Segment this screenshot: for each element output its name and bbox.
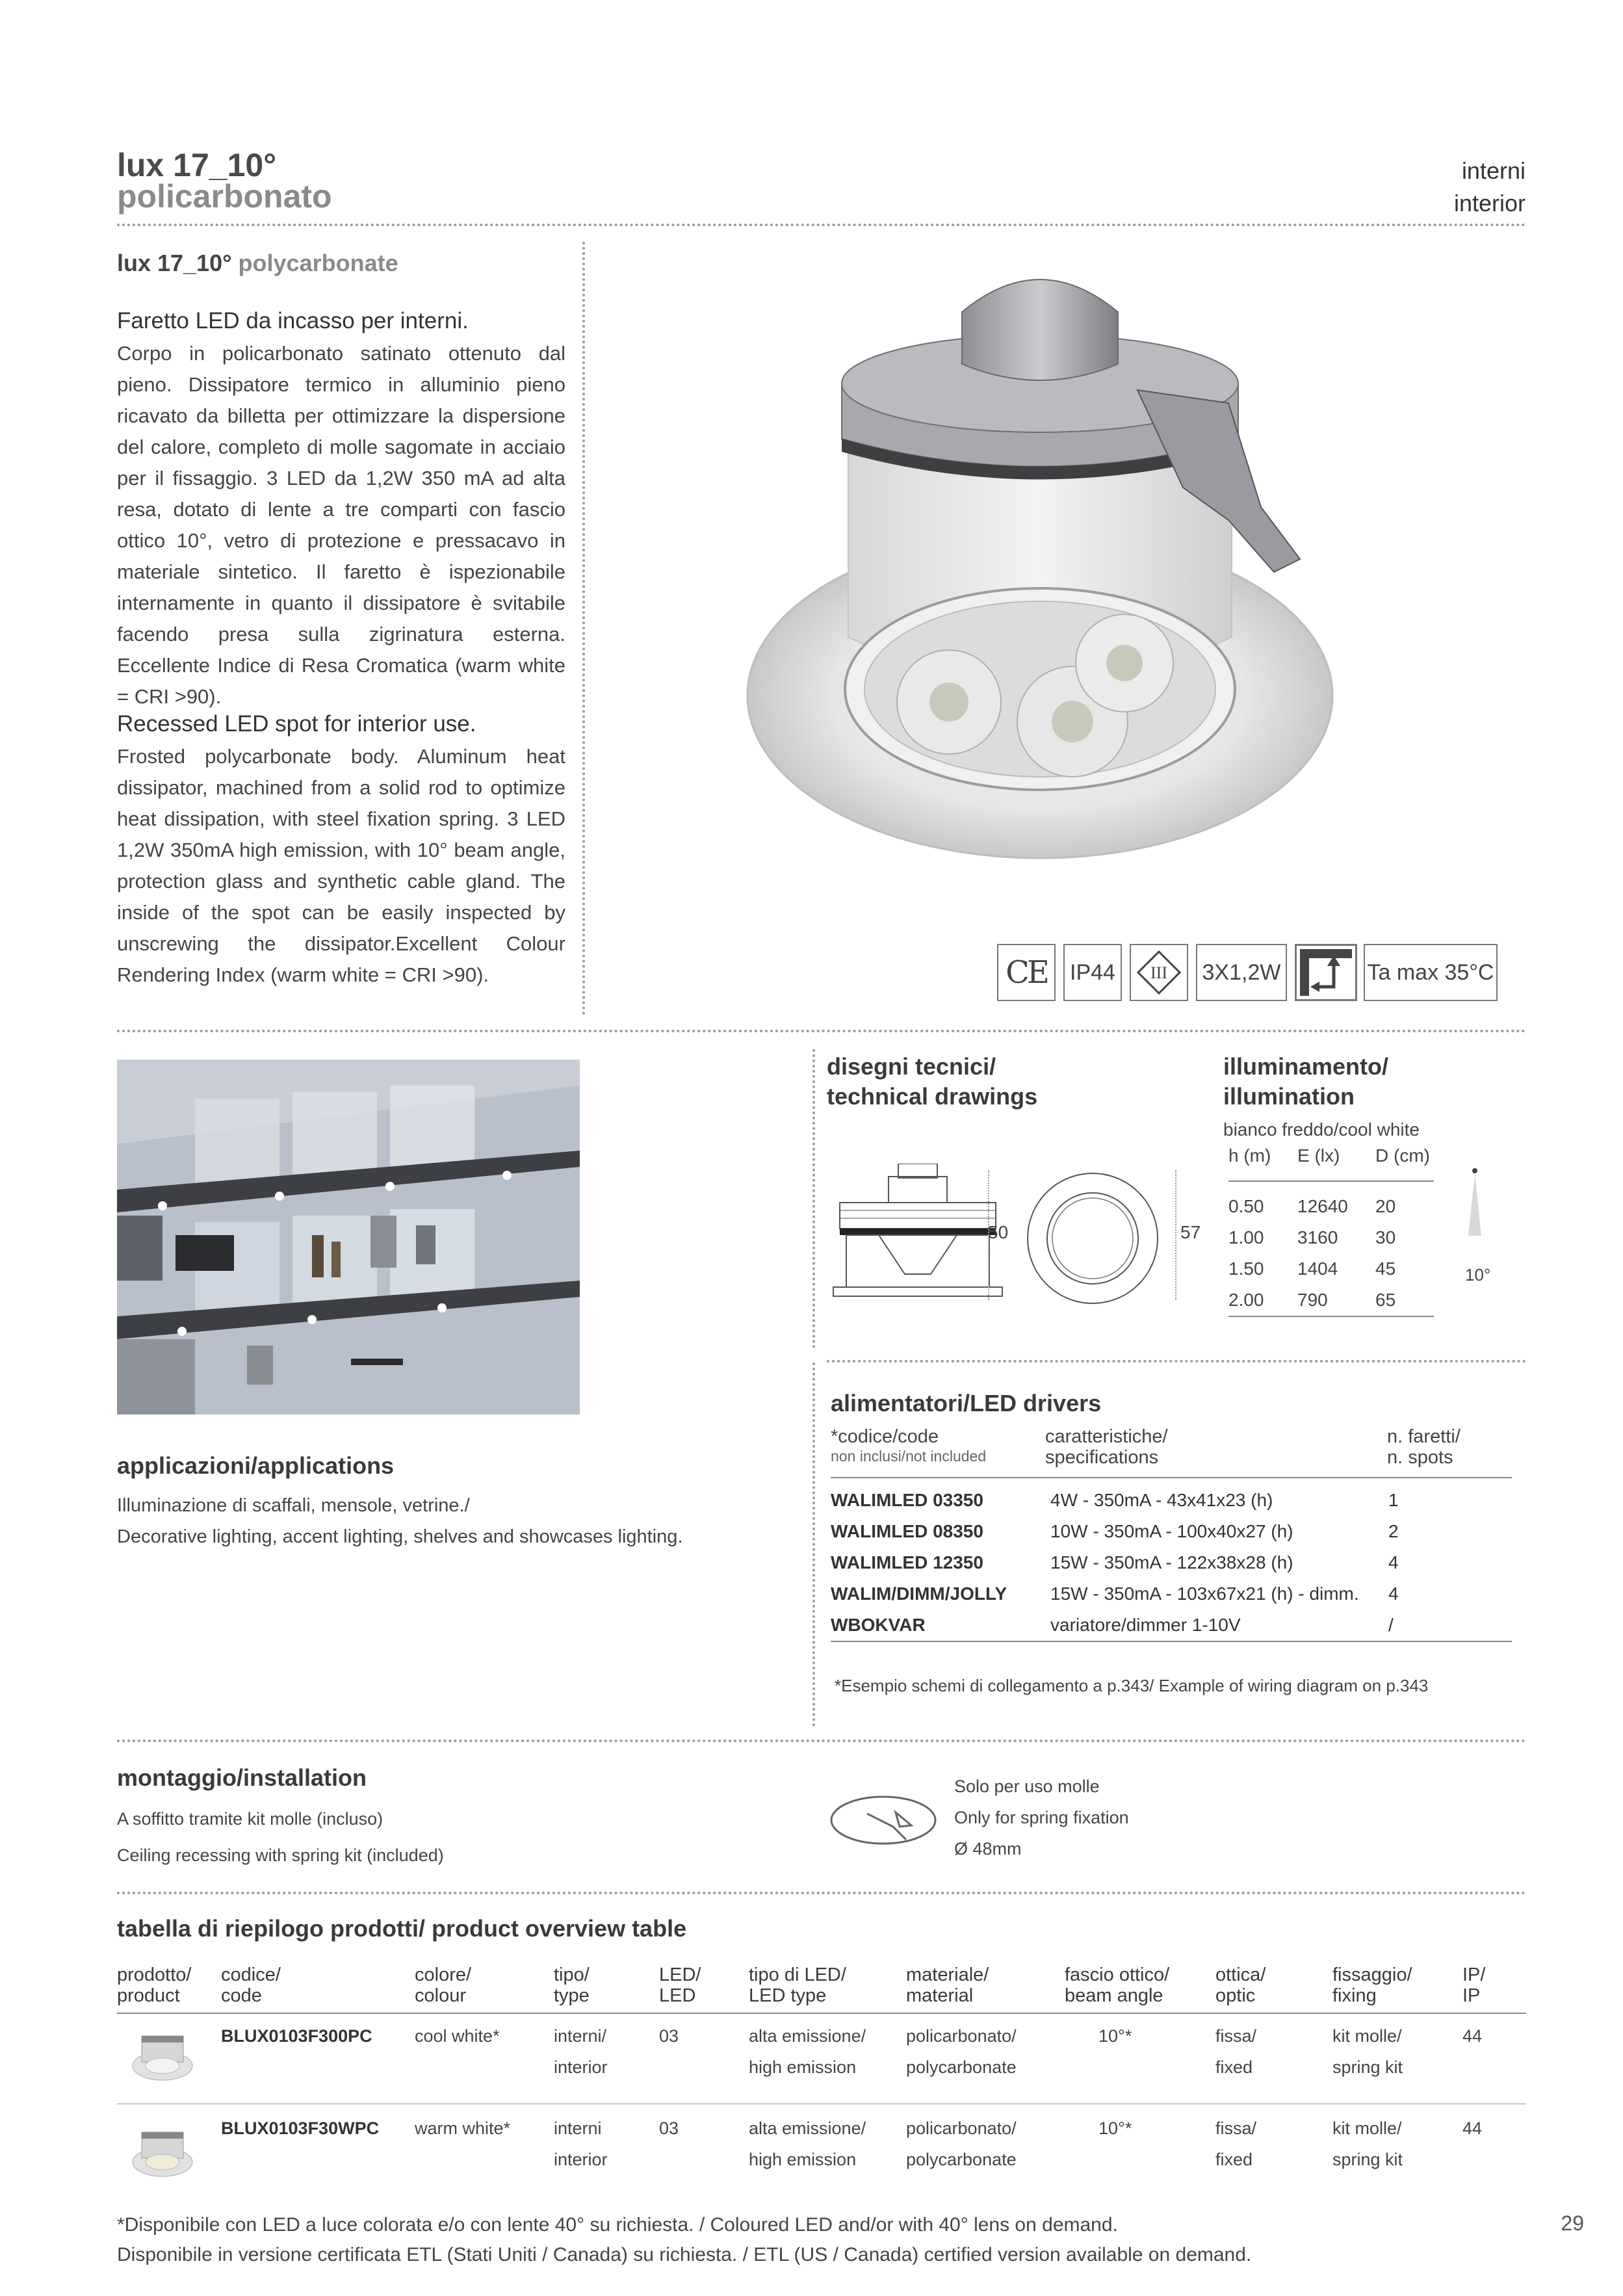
driver-spots: 2: [1388, 1521, 1399, 1541]
driver-spots: 4: [1388, 1552, 1399, 1572]
illumination-cell: 0.50: [1228, 1196, 1264, 1216]
overview-optic: [1215, 2020, 1256, 2083]
location-en: interior: [1453, 190, 1526, 216]
installation-note-1: Solo per uso molle: [954, 1777, 1100, 1796]
overview-fixing-en: spring kit: [1332, 2057, 1403, 2077]
recessed-fixture-icon: [1300, 949, 1352, 996]
product-photo: [734, 273, 1358, 897]
illumination-row: [1228, 1285, 1434, 1316]
overview-colour: warm white*: [415, 2119, 511, 2138]
description-it-heading: Faretto LED da incasso per interni.: [117, 308, 469, 333]
driver-spots: 1: [1388, 1490, 1399, 1510]
drivers-table: [831, 1485, 1512, 1642]
product-subtitle: [117, 250, 398, 277]
overview-led: 03: [659, 2119, 679, 2138]
illumination-cell: 2.00: [1228, 1290, 1264, 1310]
illumination-subheading: bianco freddo/cool white: [1223, 1119, 1420, 1140]
overview-row-2: [117, 2113, 1526, 2204]
driver-spec: 4W - 350mA - 43x41x23 (h): [1050, 1490, 1273, 1510]
ov-col-beam-en: beam angle: [1065, 1985, 1163, 2006]
power-badge: 3X1,2W: [1196, 944, 1287, 1001]
overview-optic-en: fixed: [1215, 2150, 1253, 2169]
footer-notes: [117, 2210, 1251, 2270]
side-view-drawing: [827, 1164, 1015, 1313]
ov-col-material-en: material: [906, 1985, 974, 2006]
drivers-note: *Esempio schemi di collegamento a p.343/ Example of wiring diagram on p.343: [835, 1676, 1429, 1695]
installation-note-3: Ø 48mm: [954, 1839, 1022, 1859]
ov-col-fixing: [1332, 1964, 1412, 2006]
ov-col-material: [906, 1964, 989, 2006]
ov-col-colour: [415, 1964, 471, 2006]
location-it: interni: [1461, 157, 1526, 184]
driver-spec: 10W - 350mA - 100x40x27 (h): [1050, 1521, 1293, 1541]
ov-col-ip-en: IP: [1462, 1985, 1481, 2006]
ov-col-code-en: code: [221, 1985, 262, 2006]
section-divider-1: [117, 1030, 1526, 1032]
ov-col-optic-it: ottica/: [1215, 1964, 1266, 1985]
drivers-header-rule: [831, 1477, 1512, 1478]
driver-code: WBOKVAR: [831, 1615, 926, 1635]
drivers-row: [831, 1578, 1512, 1610]
illumination-cell: 12640: [1297, 1196, 1348, 1216]
drivers-row: [831, 1547, 1512, 1578]
overview-type-it: interni/: [554, 2026, 607, 2046]
illumination-heading-line2: illumination: [1223, 1083, 1355, 1110]
driver-spots: 4: [1388, 1584, 1399, 1604]
driver-code: WALIM/DIMM/JOLLY: [831, 1584, 1007, 1604]
illumination-row: [1228, 1181, 1434, 1222]
illumination-cell: 45: [1375, 1259, 1396, 1279]
driver-spec: variatore/dimmer 1-10V: [1050, 1615, 1241, 1635]
drivers-col-spec-header: [1045, 1426, 1168, 1468]
height-dimension-line: [988, 1170, 989, 1300]
overview-material-en: polycarbonate: [906, 2150, 1017, 2169]
subtitle-name: lux 17_10°: [117, 250, 232, 276]
page-number: 29: [1561, 2211, 1584, 2235]
illumination-cell: 1404: [1297, 1259, 1338, 1279]
illumination-cell: 1.00: [1228, 1227, 1264, 1247]
ov-col-beam: [1065, 1964, 1169, 2006]
ov-col-product-it: prodotto/: [117, 1964, 192, 1985]
drivers-vertical-divider: [812, 1363, 815, 1727]
drivers-col-spec-line1: caratteristiche/: [1045, 1426, 1168, 1447]
drivers-col-spots-header: [1387, 1426, 1461, 1468]
location-label: [1454, 155, 1526, 220]
spring-fixation-icon: [828, 1788, 939, 1853]
ov-col-led-type-en: LED type: [749, 1985, 827, 2006]
overview-fixing: [1332, 2020, 1403, 2083]
ov-col-product-en: product: [117, 1985, 180, 2006]
footer-note-2: Disponibile in versione certificata ETL (Stati Uniti / Canada) su richiesta. / ETL (US / Canada) certified version available on demand.: [117, 2244, 1252, 2265]
diameter-dimension: 57: [1180, 1222, 1201, 1242]
overview-led-type-en: high emission: [749, 2150, 857, 2169]
application-photo: [117, 1060, 580, 1415]
drivers-row: [831, 1610, 1512, 1641]
drivers-heading: alimentatori/LED drivers: [831, 1390, 1102, 1416]
overview-ip: 44: [1462, 2026, 1483, 2046]
applications-text: [117, 1490, 683, 1552]
overview-beam: 10°*: [1098, 2026, 1132, 2046]
illumination-row: [1228, 1253, 1434, 1285]
overview-led-type-it: alta emissione/: [749, 2119, 866, 2138]
illumination-cell: 790: [1297, 1290, 1328, 1310]
applications-line-it: Illuminazione di scaffali, mensole, vetrine./: [117, 1495, 470, 1516]
illumination-cell: 3160: [1297, 1227, 1338, 1247]
driver-code: WALIMLED 03350: [831, 1490, 983, 1510]
ov-col-ip: [1462, 1964, 1485, 2006]
ov-col-colour-en: colour: [415, 1985, 466, 2006]
drawings-heading-line1: disegni tecnici/: [827, 1053, 996, 1080]
illumination-cell: 20: [1375, 1196, 1396, 1216]
overview-led-type: [749, 2113, 866, 2175]
ov-col-beam-it: fascio ottico/: [1065, 1964, 1170, 1985]
height-dimension: 50: [988, 1222, 1009, 1242]
overview-led-type-en: high emission: [749, 2057, 857, 2077]
ov-col-led-type: [749, 1964, 846, 2006]
overview-led-type: [749, 2020, 866, 2083]
overview-optic: [1215, 2113, 1256, 2175]
section-divider-3: [117, 1892, 1526, 1894]
overview-material: [906, 2020, 1017, 2083]
ov-col-code: [221, 1964, 281, 2006]
ov-col-type: [554, 1964, 590, 2006]
beam-cone-icon: [1465, 1168, 1485, 1239]
footer-note-1: *Disponibile con LED a luce colorata e/o con lente 40° su richiesta. / Coloured LED and/or with 40° lens on demand.: [117, 2214, 1118, 2236]
drawings-divider: [812, 1049, 815, 1348]
illumination-cell: 30: [1375, 1227, 1396, 1247]
illumination-cell: 65: [1375, 1290, 1396, 1310]
driver-code: WALIMLED 08350: [831, 1521, 983, 1541]
overview-led-type-it: alta emissione/: [749, 2026, 866, 2046]
drivers-divider: [827, 1360, 1526, 1363]
overview-material-en: polycarbonate: [906, 2057, 1017, 2077]
overview-type-en: interior: [554, 2150, 608, 2169]
description-en-body: Frosted polycarbonate body. Aluminum heat dissipator, machined from a solid rod to optimize heat dissipation, with steel fixation spring. 3 LED 1,2W 350mA high emission, with 10° beam angle, protection glass and synthetic cable gland. The inside of the spot can be easily inspected by unscrewing the dissipator.Excellent Colour Rendering Index (warm white = CRI >90).: [117, 745, 565, 986]
ov-col-led: [659, 1964, 701, 2006]
overview-fixing: [1332, 2113, 1403, 2175]
drawings-heading-line2: technical drawings: [827, 1083, 1038, 1110]
applications-line-en: Decorative lighting, accent lighting, shelves and showcases lighting.: [117, 1526, 683, 1547]
illumination-col-d: D (cm): [1375, 1145, 1430, 1166]
overview-ip: 44: [1462, 2119, 1483, 2138]
driver-spec: 15W - 350mA - 103x67x21 (h) - dimm.: [1050, 1584, 1359, 1604]
overview-type: [554, 2020, 608, 2083]
drivers-row: [831, 1485, 1512, 1516]
overview-header-row: [117, 1964, 1526, 2011]
drivers-row: [831, 1516, 1512, 1547]
drivers-col-code-note: non inclusi/not included: [831, 1448, 987, 1465]
page-title: lux 17_10°: [117, 147, 277, 183]
drawings-heading: [827, 1052, 1037, 1112]
overview-fixing-it: kit molle/: [1332, 2119, 1402, 2138]
overview-led: 03: [659, 2026, 679, 2046]
overview-colour: cool white*: [415, 2026, 500, 2046]
overview-row-1: [117, 2020, 1526, 2111]
installation-line-en: Ceiling recessing with spring kit (included): [117, 1846, 444, 1865]
description-en-heading: Recessed LED spot for interior use.: [117, 711, 476, 737]
class-iii-diamond-icon: [1136, 950, 1182, 995]
driver-code: WALIMLED 12350: [831, 1552, 983, 1572]
overview-code: BLUX0103F300PC: [221, 2026, 372, 2046]
overview-fixing-it: kit molle/: [1332, 2026, 1402, 2046]
overview-type-en: interior: [554, 2057, 608, 2077]
overview-optic-it: fissa/: [1215, 2026, 1257, 2046]
ov-col-led-type-it: tipo di LED/: [749, 1964, 846, 1985]
overview-type: [554, 2113, 608, 2175]
ov-col-led-en: LED: [659, 1985, 696, 2006]
installation-note-2: Only for spring fixation: [954, 1808, 1129, 1827]
product-thumbnail: [130, 2020, 195, 2085]
overview-fixing-en: spring kit: [1332, 2150, 1403, 2169]
driver-spec: 15W - 350mA - 122x38x28 (h): [1050, 1552, 1293, 1572]
overview-optic-it: fissa/: [1215, 2119, 1257, 2138]
ov-col-code-it: codice/: [221, 1964, 281, 1985]
ta-max-badge: Ta max 35°C: [1364, 944, 1498, 1001]
overview-code: BLUX0103F30WPC: [221, 2119, 380, 2138]
ov-col-optic: [1215, 1964, 1266, 2006]
installation-notes: [954, 1771, 1129, 1864]
ov-col-ip-it: IP/: [1462, 1964, 1486, 1985]
ov-col-led-it: LED/: [659, 1964, 701, 1985]
class-iii-badge: [1130, 944, 1188, 1001]
drivers-col-code-header: [831, 1426, 986, 1465]
product-thumbnail: [130, 2117, 195, 2182]
illumination-col-e: E (lx): [1297, 1145, 1340, 1166]
class-iii-label: III: [1150, 963, 1167, 982]
ov-col-optic-en: optic: [1215, 1985, 1256, 2006]
ov-col-type-it: tipo/: [554, 1964, 590, 1985]
overview-material-it: policarbonato/: [906, 2119, 1017, 2138]
overview-beam: 10°*: [1098, 2119, 1132, 2138]
overview-material: [906, 2113, 1017, 2175]
illumination-heading-line1: illuminamento/: [1223, 1053, 1389, 1080]
overview-material-it: policarbonato/: [906, 2026, 1017, 2046]
illumination-col-h: h (m): [1228, 1145, 1271, 1166]
page-subtitle-material: policarbonato: [117, 178, 332, 215]
ov-col-product: [117, 1964, 191, 2006]
driver-spots: /: [1388, 1615, 1394, 1635]
column-divider: [582, 242, 585, 1015]
diameter-dimension-line: [1175, 1170, 1176, 1300]
installation-line-it: A soffitto tramite kit molle (incluso): [117, 1809, 383, 1829]
installation-text: [117, 1801, 444, 1873]
ov-col-material-it: materiale/: [906, 1964, 989, 1985]
description-it: [117, 308, 565, 712]
illumination-cell: 1.50: [1228, 1259, 1264, 1279]
installation-heading: montaggio/installation: [117, 1764, 367, 1791]
illumination-table: [1228, 1145, 1434, 1317]
overview-heading: tabella di riepilogo prodotti/ product overview table: [117, 1915, 687, 1942]
beam-angle-label: 10°: [1465, 1265, 1491, 1285]
header-divider: [117, 224, 1526, 226]
description-it-body: Corpo in policarbonato satinato ottenuto dal pieno. Dissipatore termico in alluminio pieno ricavato da billetta per ottimizzare la dispersione del calore, completo di molle sagomate in acciaio per il fissaggio. 3 LED da 1,2W 350 mA ad alta resa, dotato di lente a tre comparti con fascio ottico 10°, vetro di protezione e pressacavo in materiale sintetico. Il faretto è ispezionabile internamente in quanto il dissipatore è svitabile facendo presa sulla zigrinatura esterna. Eccellente Indice di Resa Cromatica (warm white = CRI >90).: [117, 342, 565, 708]
drivers-col-spots-line1: n. faretti/: [1387, 1426, 1461, 1447]
section-divider-2: [117, 1740, 1526, 1742]
ce-mark-icon: CE: [1006, 954, 1047, 991]
ce-mark-badge: [997, 944, 1056, 1001]
drivers-col-spots-line2: n. spots: [1387, 1447, 1453, 1468]
drivers-col-code: *codice/code: [831, 1426, 939, 1447]
drivers-col-spec-line2: specifications: [1045, 1447, 1159, 1468]
recessed-fixture-badge: [1295, 944, 1357, 1001]
applications-heading: applicazioni/applications: [117, 1452, 395, 1479]
overview-header-rule: [117, 2013, 1526, 2014]
overview-optic-en: fixed: [1215, 2057, 1253, 2077]
illumination-heading: [1223, 1052, 1388, 1112]
ov-col-fixing-it: fissaggio/: [1332, 1964, 1412, 1985]
ip-rating-badge: IP44: [1063, 944, 1122, 1001]
overview-type-it: interni: [554, 2119, 602, 2138]
illumination-row: [1228, 1222, 1434, 1253]
ov-col-colour-it: colore/: [415, 1964, 472, 1985]
subtitle-material: polycarbonate: [238, 250, 398, 276]
ov-col-fixing-en: fixing: [1332, 1985, 1377, 2006]
ov-col-type-en: type: [554, 1985, 590, 2006]
front-view-drawing: [1024, 1170, 1161, 1307]
description-en: [117, 711, 565, 991]
